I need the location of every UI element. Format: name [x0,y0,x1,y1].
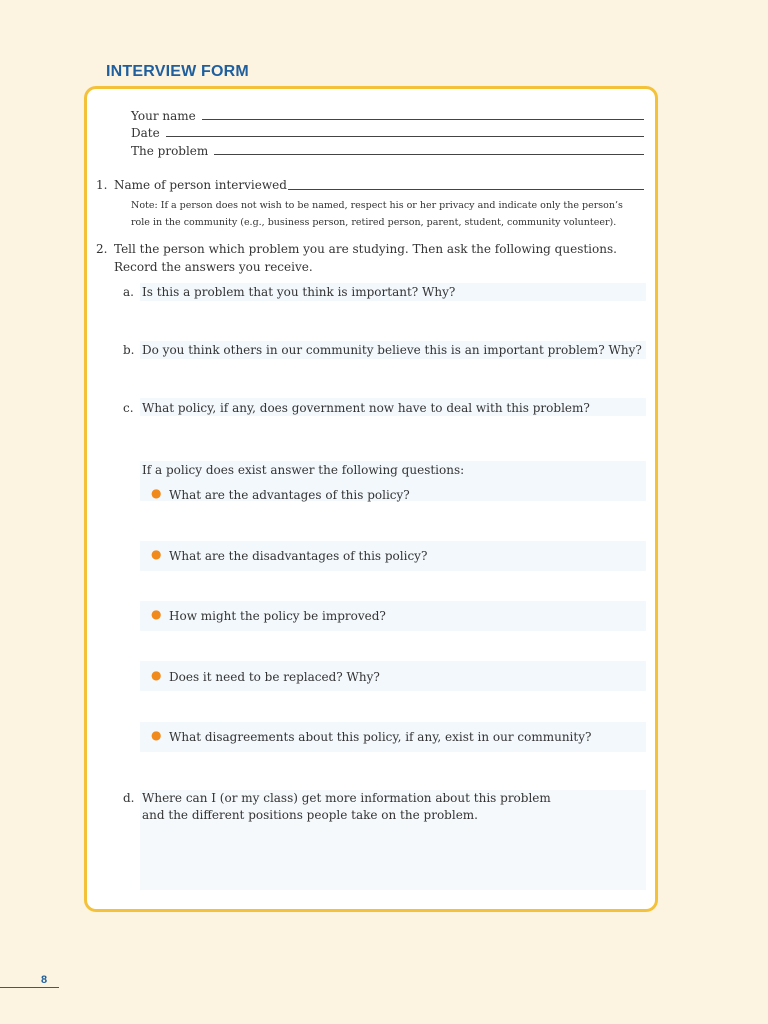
q2b-text: Do you think others in our community believe this is an important problem? Why? [142,343,642,357]
date-line[interactable] [166,124,644,137]
q2d-line-2: and the different positions people take on the problem. [142,808,478,822]
bullet-dot-icon: ● [151,668,162,682]
q2-intro-line-2: Record the answers you receive. [114,260,313,274]
q2-intro-line-1: Tell the person which problem you are studying. Then ask the following questions. [114,242,617,256]
policy-intro: If a policy does exist answer the following questions: [142,463,465,477]
bullet-item: How might the policy be improved? [169,609,386,623]
your-name-label: Your name [131,109,196,123]
bullet-dot-icon: ● [151,547,162,561]
q2c-letter: c. [123,401,134,415]
bullet-dot-icon: ● [151,607,162,621]
q1-label: Name of person interviewed [114,178,287,192]
q2d-letter: d. [123,791,135,805]
bullet-item: What disagreements about this policy, if any, exist in our community? [169,730,592,744]
interviewee-name-line[interactable] [288,189,644,190]
page-number: 8 [41,974,48,986]
bullet-item: Does it need to be replaced? Why? [169,670,380,684]
problem-line[interactable] [214,142,644,155]
note-line-1: Note: If a person does not wish to be named, respect his or her privacy and indicate only the person’s [131,200,623,211]
date-field[interactable] [131,124,644,140]
q1-number: 1. [96,178,108,192]
bullet-dot-icon: ● [151,486,162,500]
note-line-2: role in the community (e.g., business person, retired person, parent, student, community volunteer). [131,217,617,228]
page-number-rule [0,987,59,988]
q2-number: 2. [96,242,108,256]
q2b-letter: b. [123,343,135,357]
problem-label: The problem [131,144,209,158]
your-name-line[interactable] [202,107,644,120]
problem-field[interactable] [131,142,644,158]
form-title: INTERVIEW FORM [106,63,249,80]
privacy-note [131,197,631,231]
bullet-item: What are the disadvantages of this policy? [169,549,428,563]
q2c-text: What policy, if any, does government now have to deal with this problem? [142,401,590,415]
q2a-letter: a. [123,285,134,299]
your-name-field[interactable] [131,107,644,123]
answer-area-d[interactable] [140,790,646,890]
q2a-text: Is this a problem that you think is important? Why? [142,285,456,299]
q2d-line-1: Where can I (or my class) get more information about this problem [142,791,551,805]
bullet-dot-icon: ● [151,728,162,742]
date-label: Date [131,126,160,140]
bullet-item: What are the advantages of this policy? [169,488,410,502]
